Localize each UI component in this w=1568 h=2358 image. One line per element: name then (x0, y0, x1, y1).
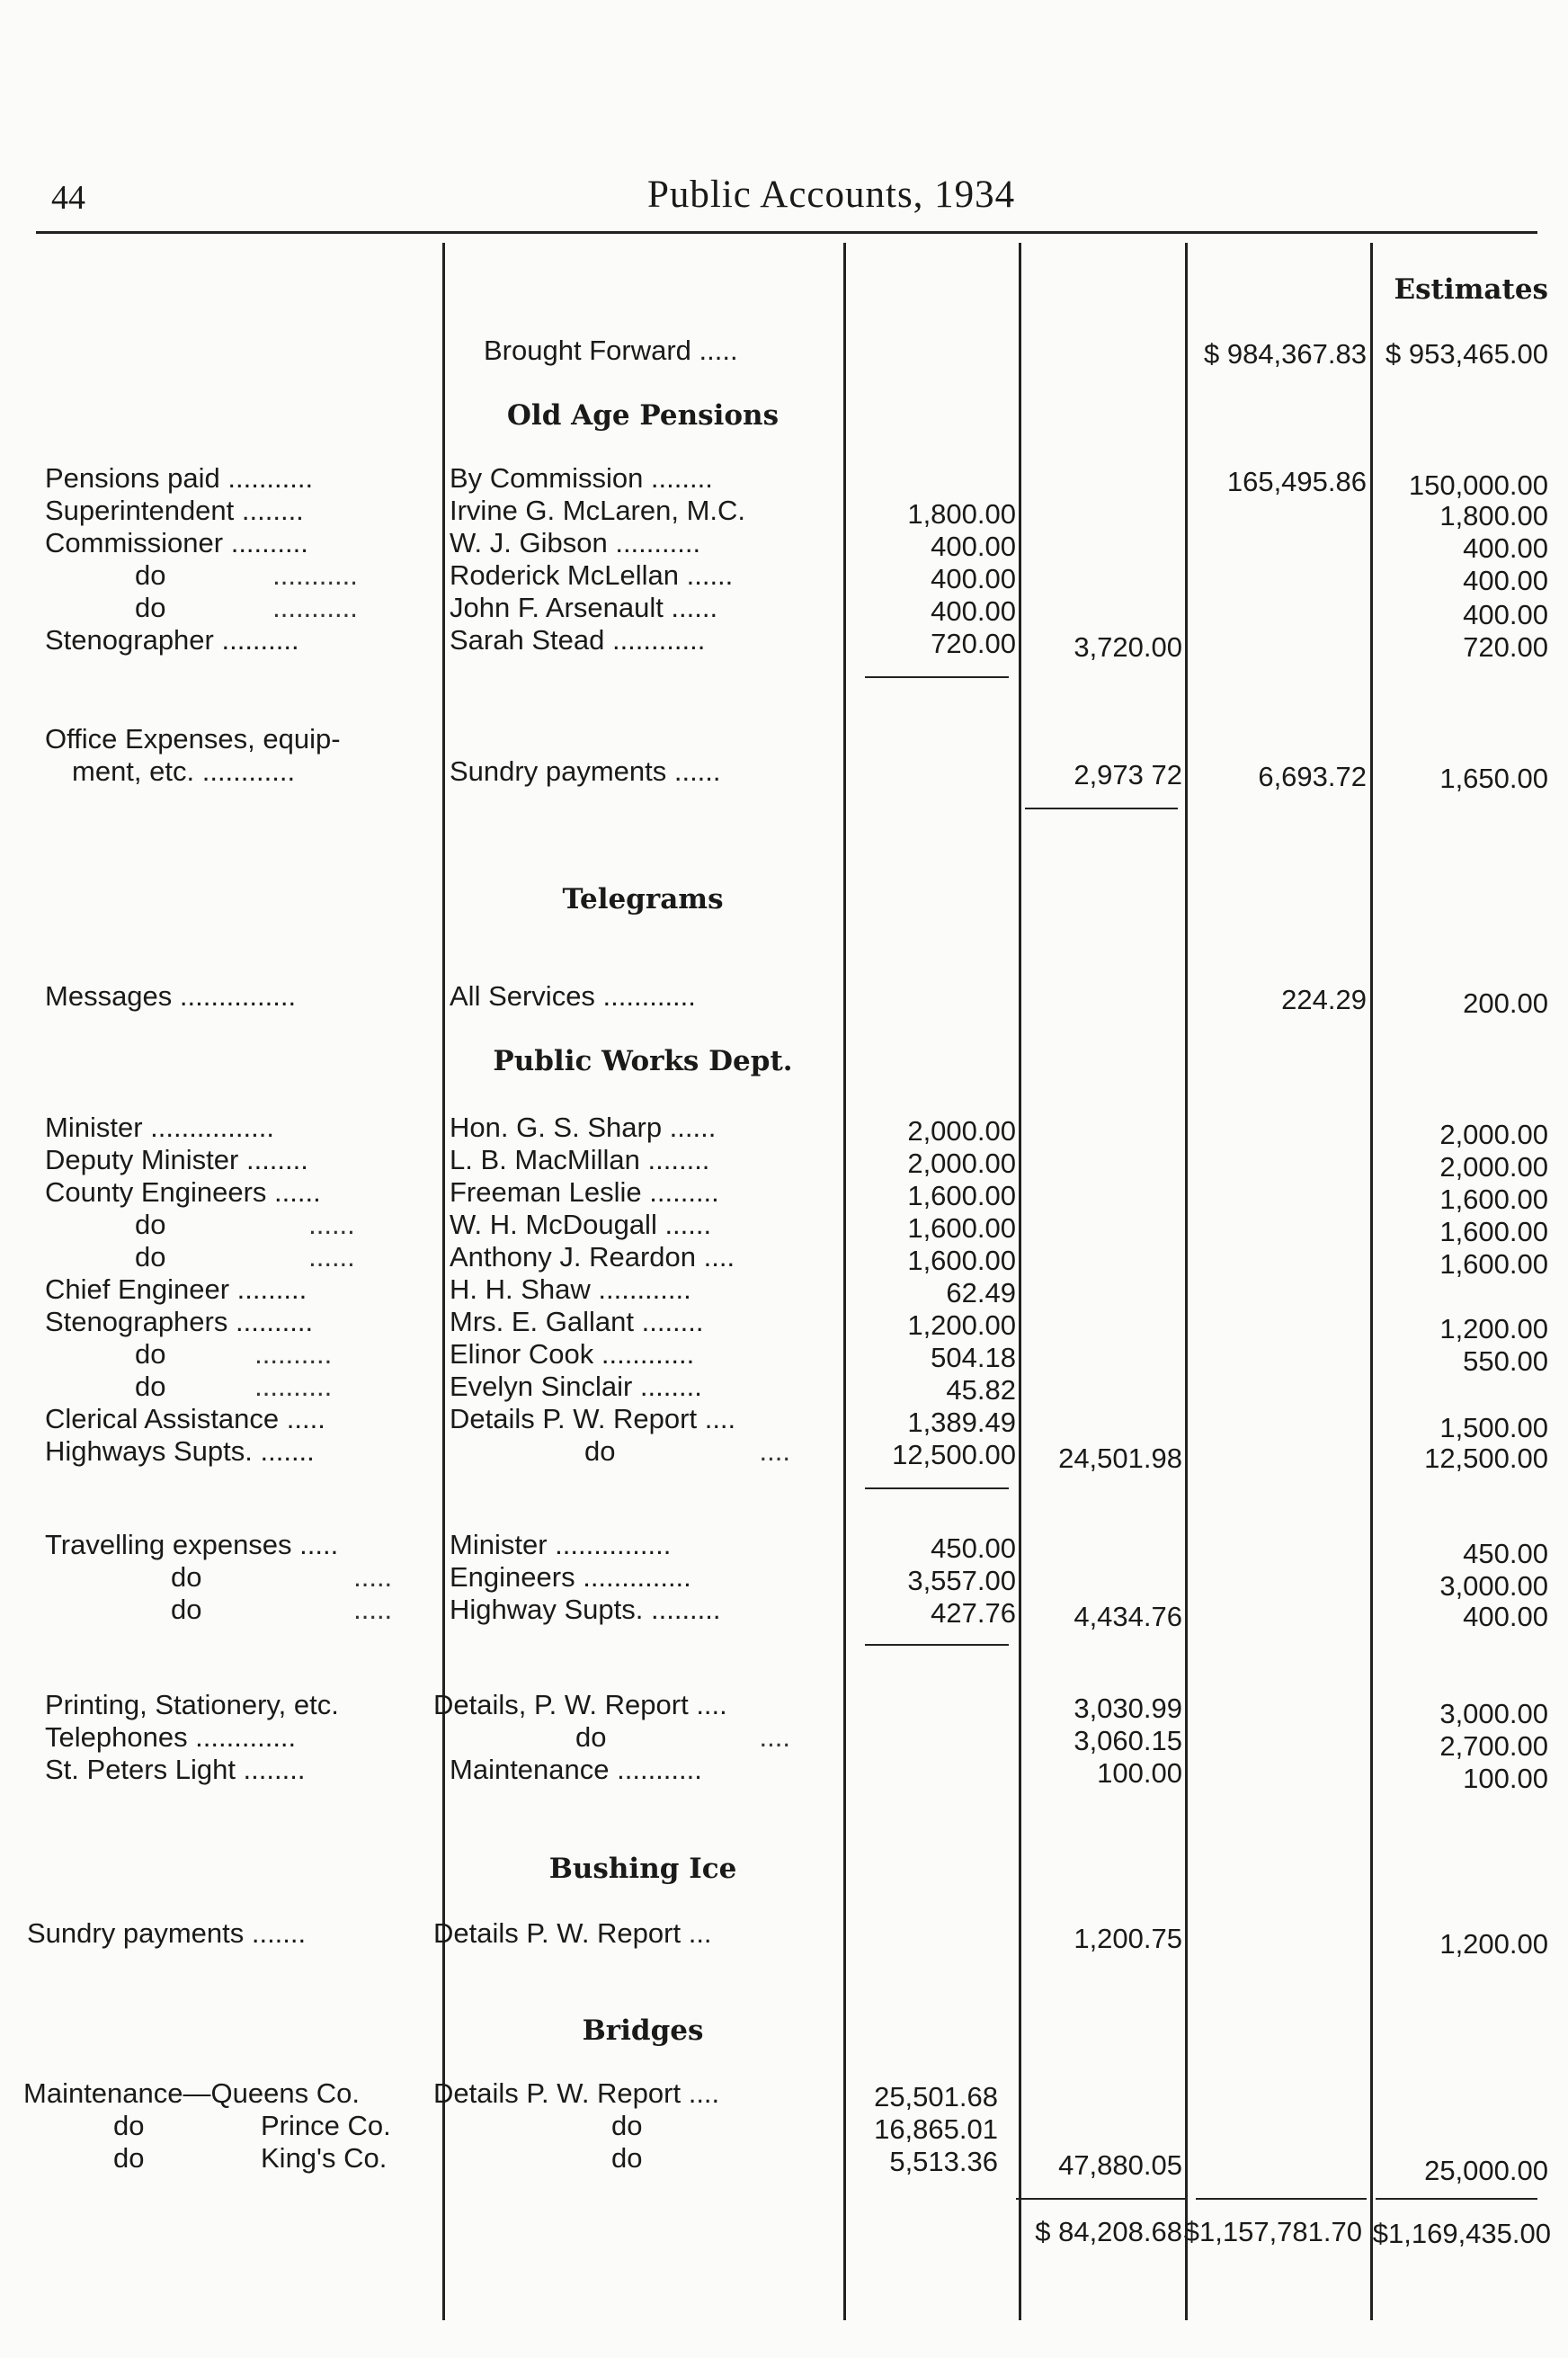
row-detail: W. J. Gibson ........... (450, 527, 701, 558)
row-desc-do: do (113, 2110, 145, 2141)
row-detail-dots: .... (759, 1721, 790, 1753)
row-desc: Telephones ............. (45, 1721, 297, 1753)
row-desc (45, 559, 432, 592)
row-amount: 504.18 (931, 1342, 1016, 1373)
row-desc: Printing, Stationery, etc. (45, 1689, 339, 1720)
brought-forward-estimate: $ 953,465.00 (1385, 338, 1548, 370)
row-estimate: 12,500.00 (1424, 1442, 1548, 1474)
row-estimate: 2,000.00 (1439, 1151, 1548, 1183)
page-title: Public Accounts, 1934 (647, 174, 1016, 216)
row-desc: Office Expenses, equip- (45, 723, 341, 755)
row-amount: 2,000.00 (907, 1115, 1016, 1147)
row-detail: do (611, 2110, 643, 2141)
row-estimate: 1,200.00 (1439, 1928, 1548, 1960)
row-estimate: 200.00 (1463, 987, 1548, 1019)
row-desc (45, 592, 432, 624)
row-desc: Highways Supts. ....... (45, 1435, 315, 1467)
row-desc-county: King's Co. (261, 2142, 388, 2174)
row-desc-dots: ........... (272, 592, 358, 623)
row-detail: Anthony J. Reardon .... (450, 1241, 735, 1273)
column-rule (1019, 243, 1021, 2320)
row-detail: By Commission ........ (450, 462, 713, 494)
row-desc-do: do (135, 1241, 166, 1273)
row-detail: Mrs. E. Gallant ........ (450, 1306, 704, 1337)
row-amount: 1,800.00 (907, 498, 1016, 530)
row-amount: 12,500.00 (892, 1439, 1016, 1470)
row-detail: L. B. MacMillan ........ (450, 1144, 710, 1175)
row-amount: 25,501.68 (874, 2081, 998, 2112)
row-detail: Details P. W. Report .... (450, 1403, 736, 1434)
row-total: 165,495.86 (1226, 466, 1367, 497)
row-amount: 62.49 (946, 1277, 1016, 1309)
row-amount: 45.82 (946, 1374, 1016, 1406)
brought-forward-label: Brought Forward ..... (484, 335, 738, 366)
row-amount: 1,600.00 (907, 1212, 1016, 1244)
row-estimate: 400.00 (1463, 599, 1548, 630)
row-desc-dots: ...... (308, 1241, 355, 1273)
row-amount: 720.00 (931, 628, 1016, 659)
row-detail: Freeman Leslie ......... (450, 1176, 719, 1208)
row-detail (450, 1721, 836, 1754)
row-detail: John F. Arsenault ...... (450, 592, 718, 623)
row-total: 224.29 (1281, 984, 1367, 1015)
section-heading-telegrams: Telegrams (562, 883, 724, 916)
brought-forward-total: $ 984,367.83 (1203, 338, 1367, 370)
row-desc: Pensions paid ........... (45, 462, 314, 494)
row-detail: H. H. Shaw ............ (450, 1273, 691, 1305)
row-desc: St. Peters Light ........ (45, 1754, 306, 1785)
row-desc-dots: .......... (254, 1371, 333, 1402)
row-detail: All Services ............ (450, 980, 696, 1012)
row-detail: Irvine G. McLaren, M.C. (450, 495, 746, 526)
row-estimate: 3,000.00 (1439, 1698, 1548, 1729)
row-desc: Sundry payments ....... (27, 1917, 307, 1949)
row-detail: Details P. W. Report ... (433, 1917, 712, 1949)
row-desc: Deputy Minister ........ (45, 1144, 308, 1175)
column-rule (1185, 243, 1188, 2320)
row-desc: Clerical Assistance ..... (45, 1403, 325, 1434)
row-estimate: 25,000.00 (1424, 2155, 1548, 2186)
row-amount: 3,557.00 (907, 1565, 1016, 1596)
row-estimate: 550.00 (1463, 1345, 1548, 1377)
subtotal-rule (865, 676, 1009, 678)
row-desc-do: do (171, 1561, 202, 1593)
row-detail: Minister ............... (450, 1529, 672, 1560)
row-detail: Sarah Stead ............ (450, 624, 706, 656)
row-amount: 400.00 (931, 563, 1016, 594)
row-desc: Superintendent ........ (45, 495, 304, 526)
row-desc-do: do (113, 2142, 145, 2174)
row-estimate: 1,600.00 (1439, 1216, 1548, 1247)
row-amount: 450.00 (931, 1532, 1016, 1564)
row-total: 6,693.72 (1258, 761, 1367, 792)
row-detail: Maintenance ........... (450, 1754, 702, 1785)
row-detail: Hon. G. S. Sharp ...... (450, 1112, 717, 1143)
row-estimate: 400.00 (1463, 1601, 1548, 1632)
section-heading-old-age-pensions: Old Age Pensions (506, 399, 780, 432)
row-amount: 2,000.00 (907, 1148, 1016, 1179)
row-desc-do: do (135, 1371, 166, 1402)
total-rule (1016, 2198, 1187, 2200)
row-desc (45, 1561, 432, 1594)
row-desc-dots: ..... (353, 1594, 393, 1625)
row-detail (450, 1435, 836, 1468)
row-detail: Engineers .............. (450, 1561, 691, 1593)
row-estimate: 1,500.00 (1439, 1412, 1548, 1443)
row-desc: Minister ................ (45, 1112, 274, 1143)
row-desc: County Engineers ...... (45, 1176, 321, 1208)
row-estimate: 450.00 (1463, 1538, 1548, 1569)
row-subtotal: 3,060.15 (1074, 1725, 1182, 1756)
row-desc (45, 1371, 432, 1403)
row-detail: do (611, 2142, 643, 2174)
row-estimate: 1,200.00 (1439, 1313, 1548, 1344)
row-amount: 5,513.36 (889, 2146, 998, 2177)
row-desc: ment, etc. ............ (72, 755, 296, 787)
row-estimate: 1,650.00 (1439, 763, 1548, 794)
row-subtotal: 4,434.76 (1074, 1601, 1182, 1632)
row-estimate: 3,000.00 (1439, 1570, 1548, 1602)
row-estimate: 1,600.00 (1439, 1183, 1548, 1215)
header-rule (36, 231, 1537, 234)
total-rule (1196, 2198, 1367, 2200)
row-estimate: 400.00 (1463, 565, 1548, 596)
row-subtotal: 3,720.00 (1074, 631, 1182, 663)
section-heading-bridges: Bridges (582, 2014, 704, 2047)
row-estimate: 2,000.00 (1439, 1119, 1548, 1150)
row-desc (45, 1209, 432, 1241)
row-desc-county: Prince Co. (261, 2110, 391, 2141)
row-amount: 400.00 (931, 531, 1016, 562)
row-subtotal: 2,973 72 (1074, 759, 1182, 790)
subtotal-rule (865, 1644, 1009, 1646)
grand-total: $1,157,781.70 (1183, 2216, 1362, 2247)
row-desc-do: do (135, 1209, 166, 1240)
row-desc (45, 1594, 432, 1626)
row-desc: Travelling expenses ..... (45, 1529, 339, 1560)
total-rule (1376, 2198, 1537, 2200)
column-rule (442, 243, 445, 2320)
row-amount: 427.76 (931, 1597, 1016, 1629)
row-detail: Elinor Cook ............ (450, 1338, 695, 1370)
row-detail-do: do (584, 1435, 616, 1467)
row-amount: 1,389.49 (907, 1407, 1016, 1438)
grand-estimate: $1,169,435.00 (1372, 2218, 1551, 2249)
row-estimate: 720.00 (1463, 631, 1548, 663)
row-subtotal: 1,200.75 (1074, 1923, 1182, 1954)
section-heading-public-works: Public Works Dept. (493, 1045, 793, 1077)
row-desc-dots: ........... (272, 559, 358, 591)
row-estimate: 2,700.00 (1439, 1730, 1548, 1762)
row-desc-do: do (171, 1594, 202, 1625)
row-subtotal: 3,030.99 (1074, 1693, 1182, 1724)
row-subtotal: 47,880.05 (1058, 2149, 1182, 2181)
row-subtotal: 100.00 (1097, 1757, 1182, 1789)
subtotal-rule (865, 1487, 1009, 1489)
row-detail: Roderick McLellan ...... (450, 559, 734, 591)
grand-subtotal: $ 84,208.68 (1035, 2216, 1182, 2247)
row-estimate: 100.00 (1463, 1763, 1548, 1794)
row-amount: 1,600.00 (907, 1180, 1016, 1211)
row-detail: Sundry payments ...... (450, 755, 721, 787)
row-detail: Details, P. W. Report .... (433, 1689, 727, 1720)
row-estimate: 1,800.00 (1439, 500, 1548, 531)
row-desc-do: do (135, 1338, 166, 1370)
row-desc: Maintenance—Queens Co. (23, 2077, 360, 2109)
row-amount: 1,200.00 (907, 1309, 1016, 1341)
row-detail-do: do (575, 1721, 607, 1753)
page-number: 44 (51, 179, 85, 217)
estimates-label: Estimates (1394, 273, 1548, 306)
row-amount: 16,865.01 (874, 2113, 998, 2145)
row-desc (45, 1338, 432, 1371)
row-desc: Stenographer .......... (45, 624, 299, 656)
row-amount: 1,600.00 (907, 1245, 1016, 1276)
row-amount: 400.00 (931, 595, 1016, 627)
row-estimate: 1,600.00 (1439, 1248, 1548, 1280)
row-desc (45, 1241, 432, 1273)
row-desc: Stenographers .......... (45, 1306, 314, 1337)
column-rule (1370, 243, 1373, 2320)
row-desc-dots: ..... (353, 1561, 393, 1593)
row-desc: Chief Engineer ......... (45, 1273, 307, 1305)
row-detail: W. H. McDougall ...... (450, 1209, 712, 1240)
row-desc: Messages ............... (45, 980, 297, 1012)
section-heading-bushing-ice: Bushing Ice (548, 1853, 737, 1885)
row-desc-dots: ...... (308, 1209, 355, 1240)
subtotal-rule (1025, 808, 1178, 809)
row-subtotal: 24,501.98 (1058, 1442, 1182, 1474)
row-desc-do: do (135, 559, 166, 591)
row-detail: Evelyn Sinclair ........ (450, 1371, 702, 1402)
row-detail: Highway Supts. ......... (450, 1594, 721, 1625)
row-desc-do: do (135, 592, 166, 623)
row-detail-dots: .... (759, 1435, 790, 1467)
row-detail: Details P. W. Report .... (433, 2077, 720, 2109)
row-desc: Commissioner .......... (45, 527, 308, 558)
row-estimate: 150,000.00 (1408, 469, 1548, 501)
row-desc-dots: .......... (254, 1338, 333, 1370)
row-estimate: 400.00 (1463, 532, 1548, 564)
